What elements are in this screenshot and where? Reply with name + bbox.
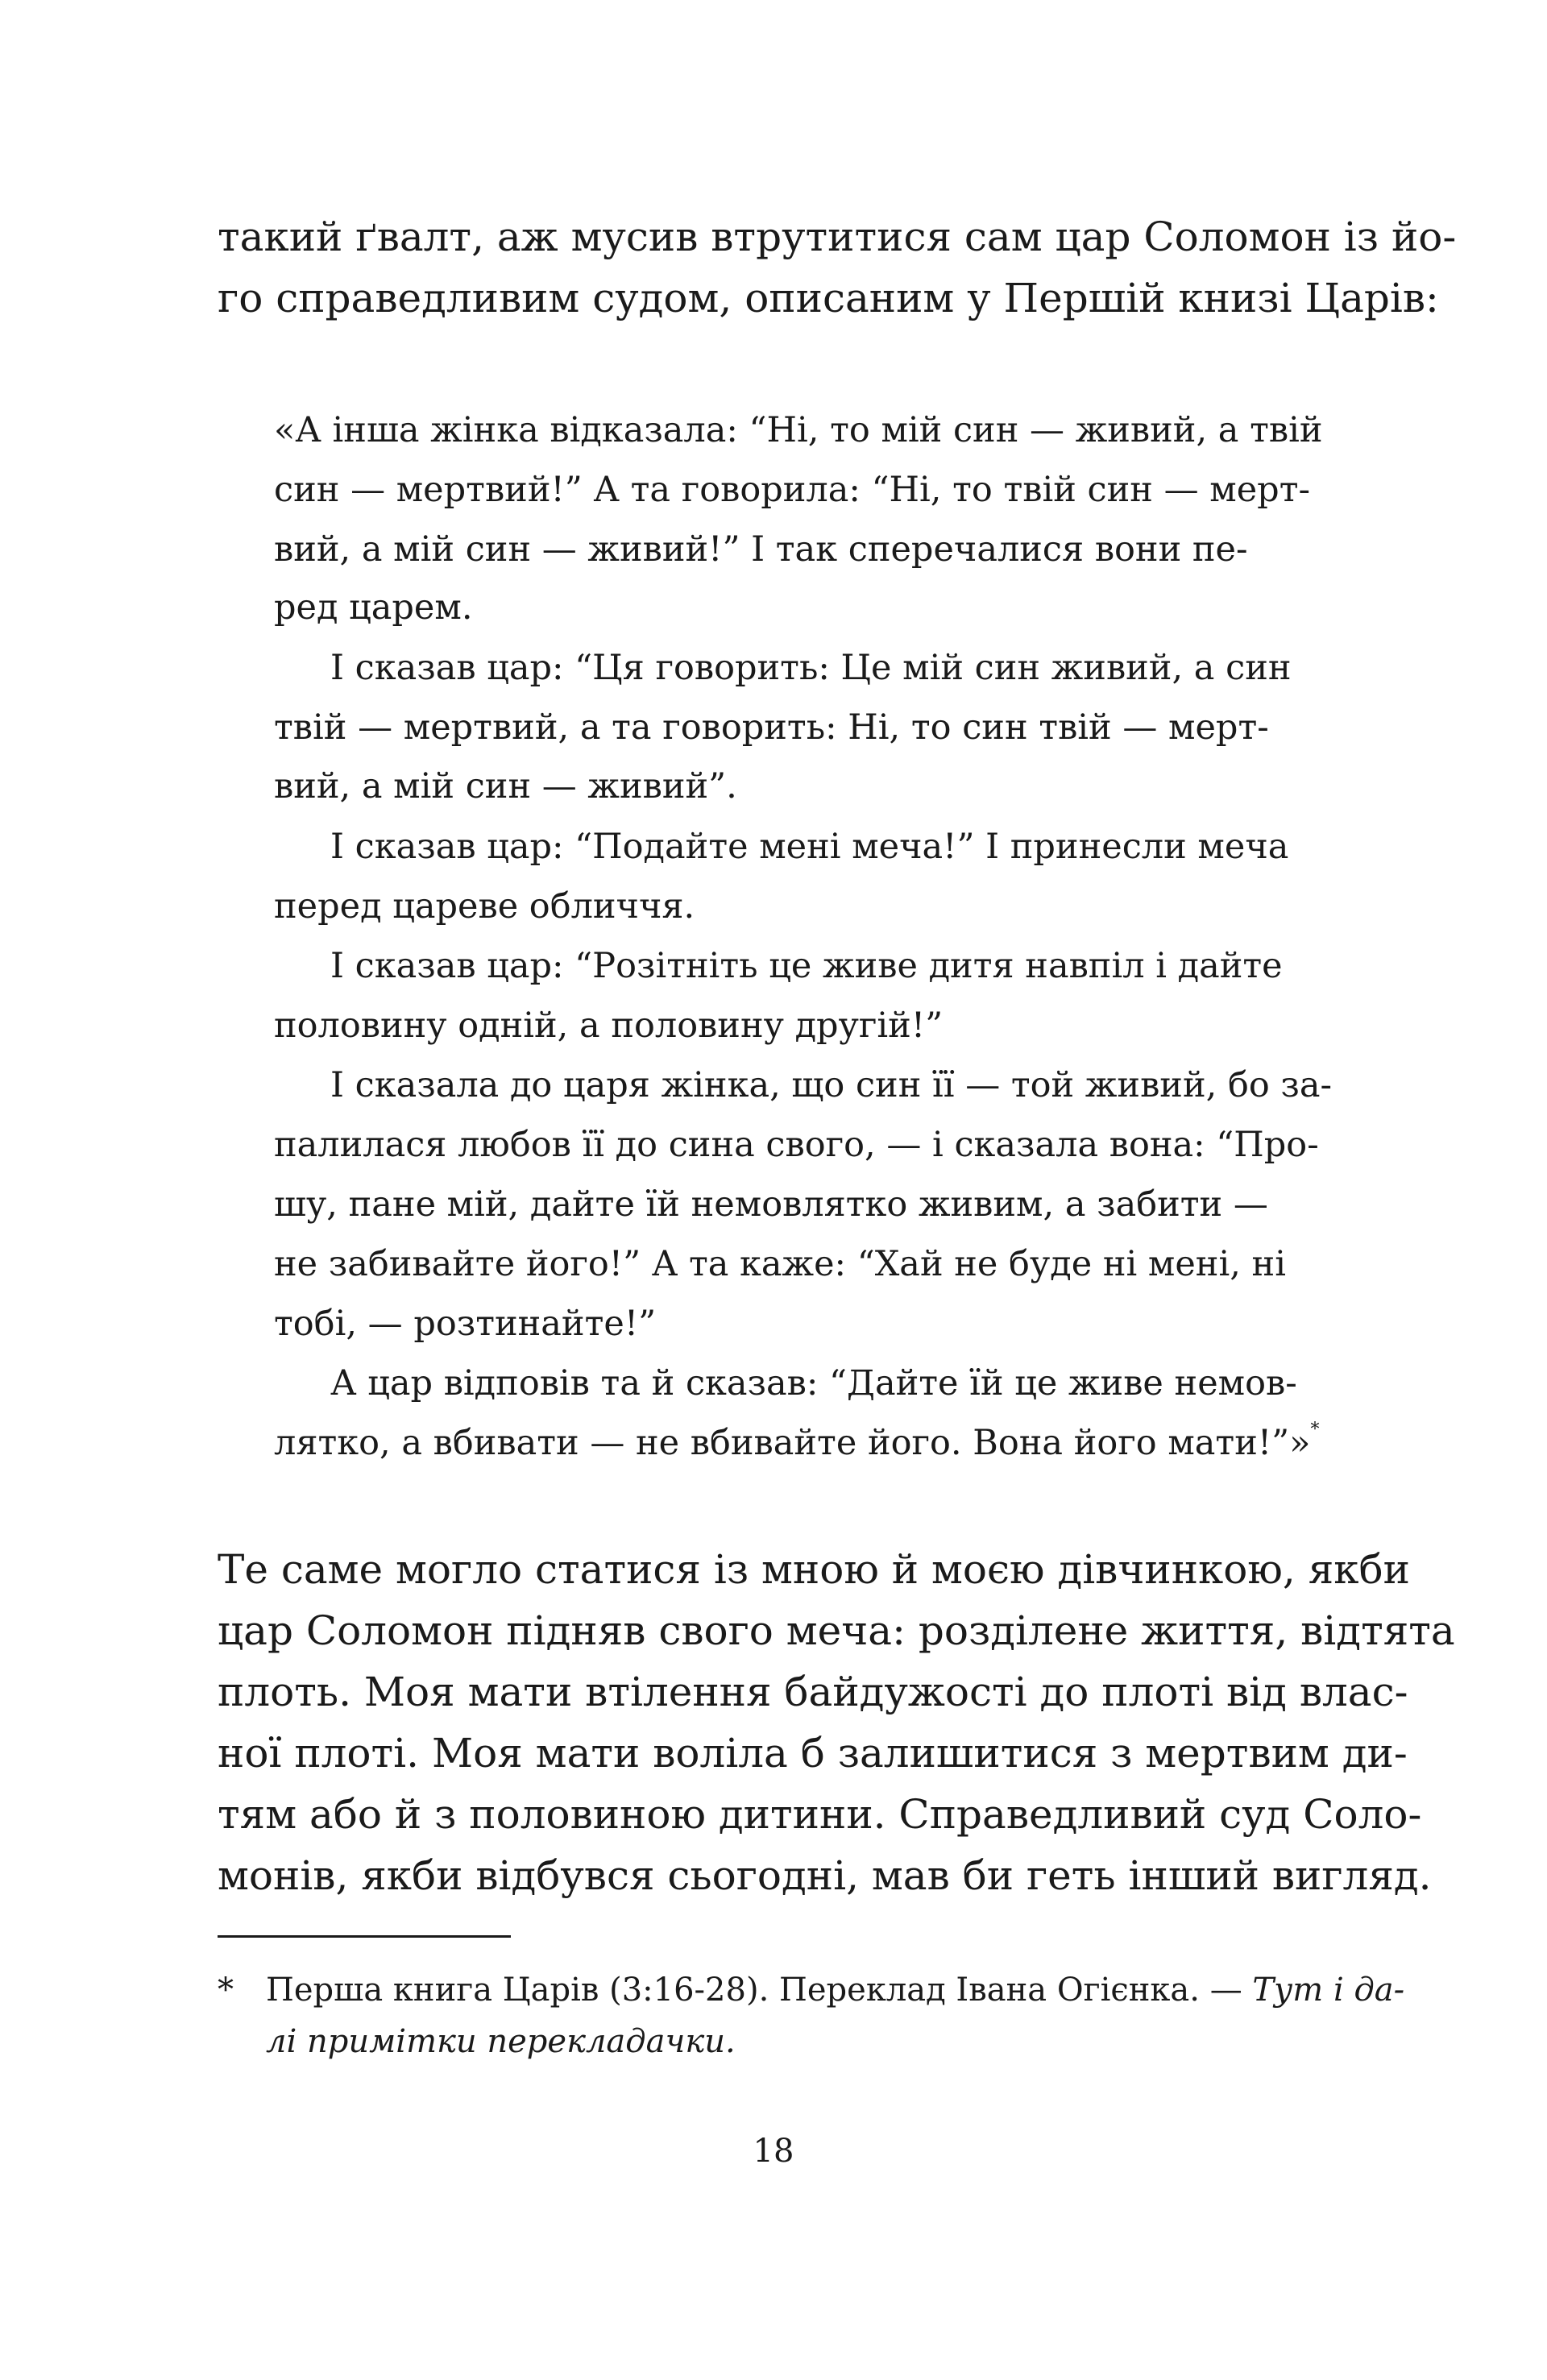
paragraph-line: монів, якби відбувся сьогодні, мав би геть інший вигляд.	[218, 1852, 1432, 1899]
footnote-marker: *	[218, 1972, 234, 2009]
quote-line: твій — мертвий, а та говорить: Ні, то син твій — мерт-	[274, 707, 1269, 748]
footnote-line: лі примітки перекладачки.	[266, 2023, 736, 2060]
quote-line: син — мертвий!” А та говорила: “Ні, то твій син — мерт-	[274, 470, 1311, 510]
quote-line: ред царем.	[274, 587, 473, 628]
quote-line: половину одній, а половину другій!”	[274, 1005, 944, 1046]
quote-line: А цар відповів та й сказав: “Дайте їй це живе немов-	[330, 1363, 1297, 1404]
page-number: 18	[753, 2133, 794, 2170]
paragraph-line: цар Соломон підняв свого меча: розділене життя, відтята	[218, 1607, 1455, 1654]
paragraph-line: тям або й з половиною дитини. Справедливий суд Соло-	[218, 1791, 1422, 1838]
quote-line: не забивайте його!” А та каже: “Хай не буде ні мені, ні	[274, 1244, 1286, 1284]
footnote-note-text: Тут і да-	[1252, 1972, 1405, 2009]
quote-line: перед цареве обличчя.	[274, 886, 695, 927]
footnote-line	[266, 1964, 1404, 2016]
footnote-divider	[218, 1935, 511, 1938]
quote-line: шу, пане мій, дайте їй немовлятко живим, а забити —	[274, 1184, 1268, 1225]
paragraph-line: Те саме могло статися із мною й моєю дівчинкою, якби	[218, 1546, 1410, 1593]
quote-line: «А інша жінка відказала: “Ні, то мій син — живий, а твій	[274, 410, 1323, 450]
quote-line: вий, а мій син — живий!” І так сперечалися вони пе-	[274, 529, 1248, 570]
quote-line: вий, а мій син — живий”.	[274, 766, 737, 806]
paragraph-line: плоть. Моя мати втілення байдужості до плоті від влас-	[218, 1669, 1408, 1715]
quote-line: І сказав цар: “Розітніть це живе дитя навпіл і дайте	[330, 946, 1283, 986]
quote-line: І сказав цар: “Подайте мені меча!” І принесли меча	[330, 827, 1289, 867]
quote-line: тобі, — розтинайте!”	[274, 1304, 657, 1344]
paragraph-line: го справедливим судом, описаним у Першій книзі Царів:	[218, 275, 1439, 321]
quote-line	[274, 1414, 1319, 1472]
quote-last-text: лятко, а вбивати — не вбивайте його. Вона його мати!”»	[274, 1423, 1311, 1463]
paragraph-line: ної плоті. Моя мати воліла б залишитися з мертвим ди-	[218, 1730, 1408, 1777]
quote-line: палилася любов її до сина свого, — і сказала вона: “Про-	[274, 1125, 1319, 1165]
footnote-source-text: Перша книга Царів (3:16-28). Переклад Івана Огієнка. —	[266, 1972, 1253, 2009]
paragraph-line: такий ґвалт, аж мусив втрутитися сам цар Соломон із йо-	[218, 214, 1457, 260]
quote-line: І сказала до царя жінка, що син її — той живий, бо за-	[330, 1065, 1333, 1105]
footnote-reference: *	[1310, 1420, 1320, 1440]
quote-line: І сказав цар: “Ця говорить: Це мій син живий, а син	[330, 648, 1292, 688]
